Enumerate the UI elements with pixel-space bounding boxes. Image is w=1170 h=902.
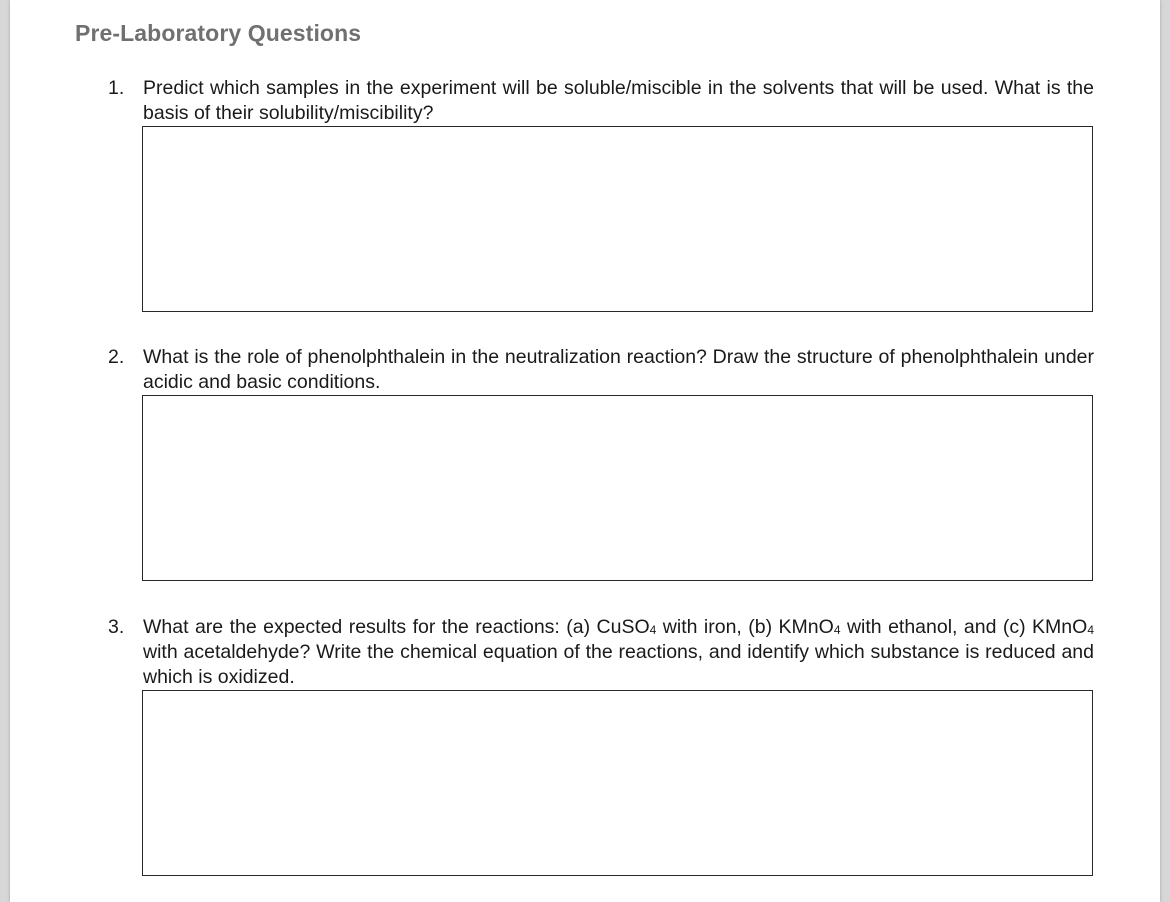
- question-1-answer-box[interactable]: [142, 126, 1093, 312]
- question-3-text-part-2: with iron, (b) KMnO: [656, 616, 834, 638]
- question-2-number: 2.: [108, 346, 125, 368]
- question-3-text: [143, 615, 1094, 690]
- question-1-number: 1.: [108, 77, 125, 99]
- question-2-text: What is the role of phenolphthalein in the neutralization reaction? Draw the structure of phenolphthalein under acidic and basic conditions.: [143, 346, 1094, 393]
- question-1-text: Predict which samples in the experiment will be soluble/miscible in the solvents that will be used. What is the basis of their solubility/miscibility?: [143, 77, 1094, 124]
- question-2-answer-box[interactable]: [142, 395, 1093, 581]
- worksheet-page: [10, 0, 1160, 902]
- question-3-text-part-1: What are the expected results for the reactions: (a) CuSO: [143, 616, 650, 638]
- subscript-4: 4: [1087, 623, 1094, 637]
- page-title: Pre-Laboratory Questions: [75, 20, 362, 46]
- question-3-number: 3.: [108, 616, 125, 638]
- subscript-4: 4: [833, 623, 841, 637]
- question-3-answer-box[interactable]: [142, 690, 1093, 876]
- question-3-text-part-3: with ethanol, and (c) KMnO: [840, 616, 1088, 638]
- question-3-text-part-4: with acetaldehyde? Write the chemical equation of the reactions, and identify which substance is reduced and which is oxidized.: [143, 641, 1094, 688]
- subscript-4: 4: [649, 623, 657, 637]
